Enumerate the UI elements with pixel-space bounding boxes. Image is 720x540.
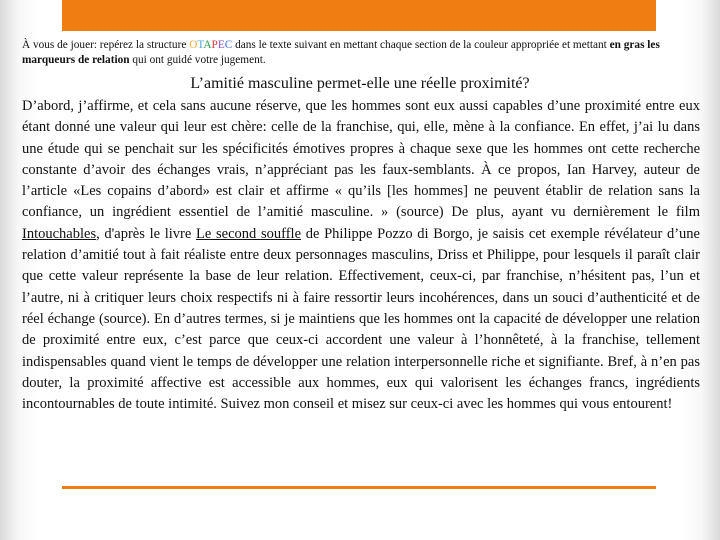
- top-accent-bar: [62, 0, 656, 31]
- otapec-letter-p: P: [211, 39, 218, 51]
- instructions-mid: dans le texte suivant en mettant chaque section de la couleur appropriée et mettant: [232, 39, 610, 51]
- instructions-bold: en gras les marqueurs de relation: [22, 39, 660, 66]
- otapec-letter-a: A: [203, 39, 212, 51]
- bottom-accent-line: [62, 486, 656, 489]
- instructions-suffix: qui ont guidé votre jugement.: [129, 54, 266, 66]
- otapec-letter-e: E: [217, 39, 225, 51]
- otapec-letter-t: T: [197, 39, 204, 51]
- instructions-prefix: À vous de jouer: repérez la structure: [22, 39, 190, 51]
- film-title: Intouchables: [22, 225, 97, 242]
- essay-part-2: , d'après le livre: [96, 225, 197, 242]
- book-title: Le second souffle: [196, 225, 302, 242]
- instructions: [22, 38, 702, 68]
- otapec-letter-c: C: [224, 39, 233, 51]
- essay-title: L’amitié masculine permet-elle une réelle proximité?: [190, 75, 530, 92]
- otapec-letter-o: O: [189, 39, 198, 51]
- essay-body: [22, 96, 700, 415]
- essay-part-3: de Philippe Pozzo di Borgo, je saisis cet exemple révélateur d’une relation d’amitié tout à fait réaliste entre deux personnages masculins, Driss et Philippe, pour lesquels il paraît clair que cette valeur représente la base de leur relation. Effectivement, ceux-ci, par franchise, n’hésitent pas, l’un et l’autre, ni à critiquer leurs choix respectifs ni à faire ressortir leurs incohérences, dans un souci d’authenticité et de réel échange (source). En d’autres termes, si je maintiens que les hommes ont la capacité de développer une relation de proximité entre eux, c’est parce que ceux-ci accordent une valeur à l’honnêteté, à la franchise, tellement indispensables quand vient le temps de développer une relation interpersonnelle riche et signifiante. Bref, à n’en pas douter, la proximité affective est accessible aux hommes, eux qui valorisent les échanges francs, ingrédients incontournables de toute intimité. Suivez mon conseil et misez sur ceux-ci avec les hommes qui vous entourent!: [22, 225, 700, 413]
- essay-part-1: D’abord, j’affirme, et cela sans aucune réserve, que les hommes sont eux aussi capables d’une proximité entre eux étant donné une valeur qui leur est chère: celle de la franchise, qui, elle, mène à la confiance. En effet, j’ai lu dans une étude qui se penchait sur les spécificités émotives propres à chaque sexe que les hommes ont cette recherche constante d’avoir des échanges vrais, n’appréciant pas les faux-semblants. À ce propos, Ian Harvey, auteur de l’article «Les copains d’abord» est clair et affirme « qu’ils [les hommes] ne peuvent établir de relation sans la confiance, un ingrédient essentiel de l’amitié masculine. » (source) De plus, ayant vu dernièrement le film: [22, 98, 700, 221]
